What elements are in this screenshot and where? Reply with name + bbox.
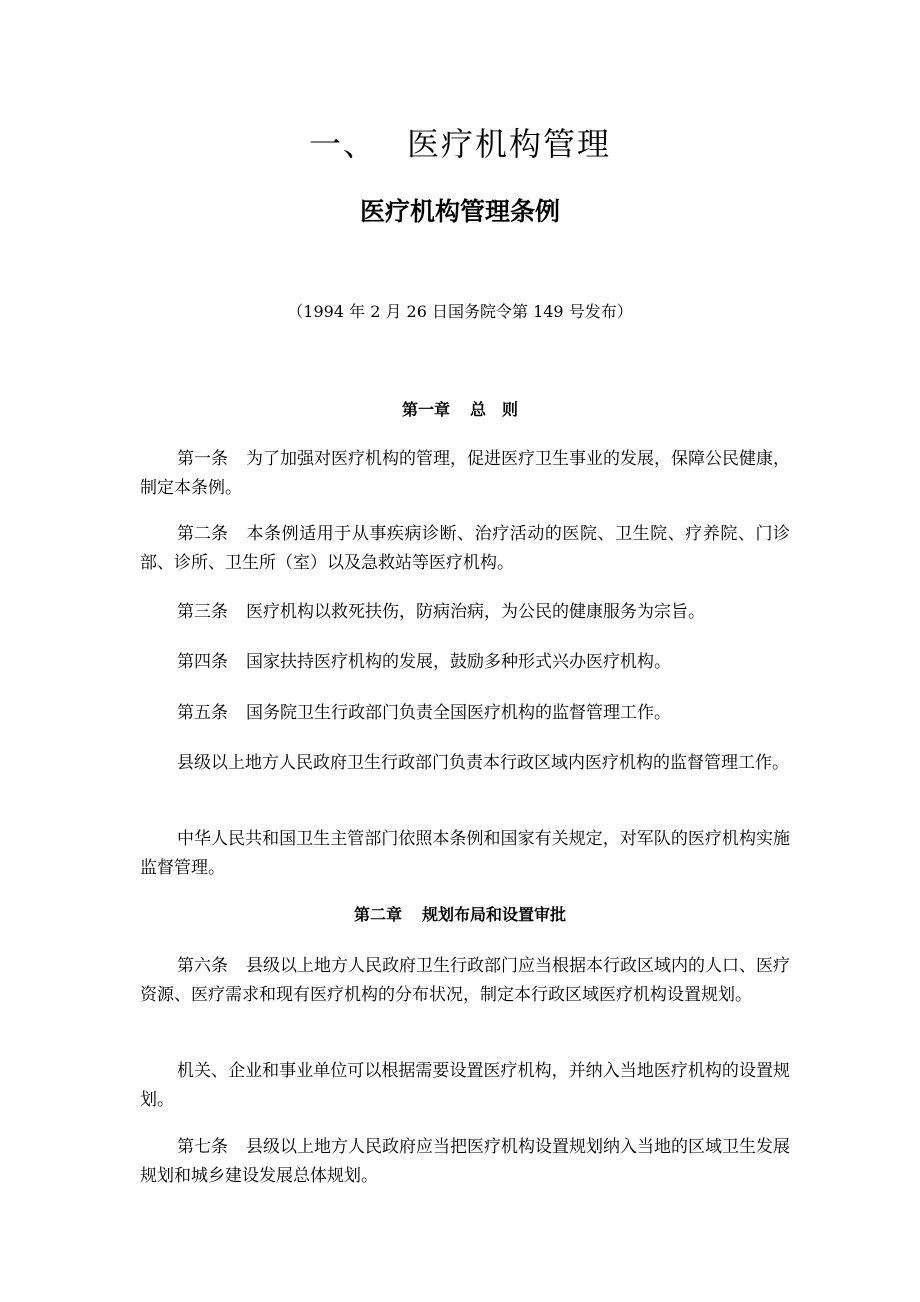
article-text: 医疗机构以救死扶伤，防病治病，为公民的健康服务为宗旨。 xyxy=(246,602,705,622)
article-number: 第六条 xyxy=(177,956,228,976)
article-paragraph xyxy=(140,749,790,778)
article-number: 第二条 xyxy=(177,524,228,544)
article-paragraph xyxy=(140,1133,790,1191)
article-paragraph xyxy=(140,825,790,883)
article-text: 本条例适用于从事疾病诊断、治疗活动的医院、卫生院、疗养院、门诊部、诊所、卫生所（室）以及急救站等医疗机构。 xyxy=(140,524,790,573)
article-text: 县级以上地方人民政府卫生行政部门应当根据本行政区域内的人口、医疗资源、医疗需求和现有医疗机构的分布状况，制定本行政区域医疗机构设置规划。 xyxy=(140,956,790,1005)
article-number: 第一条 xyxy=(177,449,228,469)
article-number: 第七条 xyxy=(177,1137,228,1157)
chapter-heading-2 xyxy=(0,901,920,929)
chapter-title: 规划布局和设置审批 xyxy=(422,905,567,924)
section-title: 医疗机构管理 xyxy=(407,125,612,163)
chapter-title: 总 则 xyxy=(470,400,519,419)
article-paragraph xyxy=(140,598,790,627)
chapter-heading-1 xyxy=(0,396,920,424)
article-number: 第三条 xyxy=(177,602,228,622)
chapter-number: 第一章 xyxy=(401,400,450,419)
article-text: 中华人民共和国卫生主管部门依照本条例和国家有关规定，对军队的医疗机构实施监督管理。 xyxy=(140,829,790,878)
article-number: 第五条 xyxy=(177,703,228,723)
article-text: 县级以上地方人民政府卫生行政部门负责本行政区域内医疗机构的监督管理工作。 xyxy=(177,753,789,773)
article-text: 机关、企业和事业单位可以根据需要设置医疗机构，并纳入当地医疗机构的设置规划。 xyxy=(140,1061,790,1110)
section-heading xyxy=(0,120,920,168)
section-number: 一、 xyxy=(308,125,377,163)
article-paragraph xyxy=(140,445,790,503)
article-paragraph xyxy=(140,952,790,1010)
article-paragraph xyxy=(140,699,790,728)
chapter-number: 第二章 xyxy=(353,905,402,924)
article-paragraph xyxy=(140,520,790,578)
article-number: 第四条 xyxy=(177,652,228,672)
article-text: 县级以上地方人民政府应当把医疗机构设置规划纳入当地的区域卫生发展规划和城乡建设发展总体规划。 xyxy=(140,1137,790,1186)
article-paragraph xyxy=(140,1057,790,1115)
article-text: 为了加强对医疗机构的管理，促进医疗卫生事业的发展，保障公民健康，制定本条例。 xyxy=(140,449,790,498)
issue-note: （1994 年 2 月 26 日国务院令第 149 号发布） xyxy=(287,302,633,321)
article-text: 国务院卫生行政部门负责全国医疗机构的监督管理工作。 xyxy=(246,703,671,723)
document-title: 医疗机构管理条例 xyxy=(359,197,560,226)
article-text: 国家扶持医疗机构的发展，鼓励多种形式兴办医疗机构。 xyxy=(246,652,671,672)
article-paragraph xyxy=(140,648,790,677)
